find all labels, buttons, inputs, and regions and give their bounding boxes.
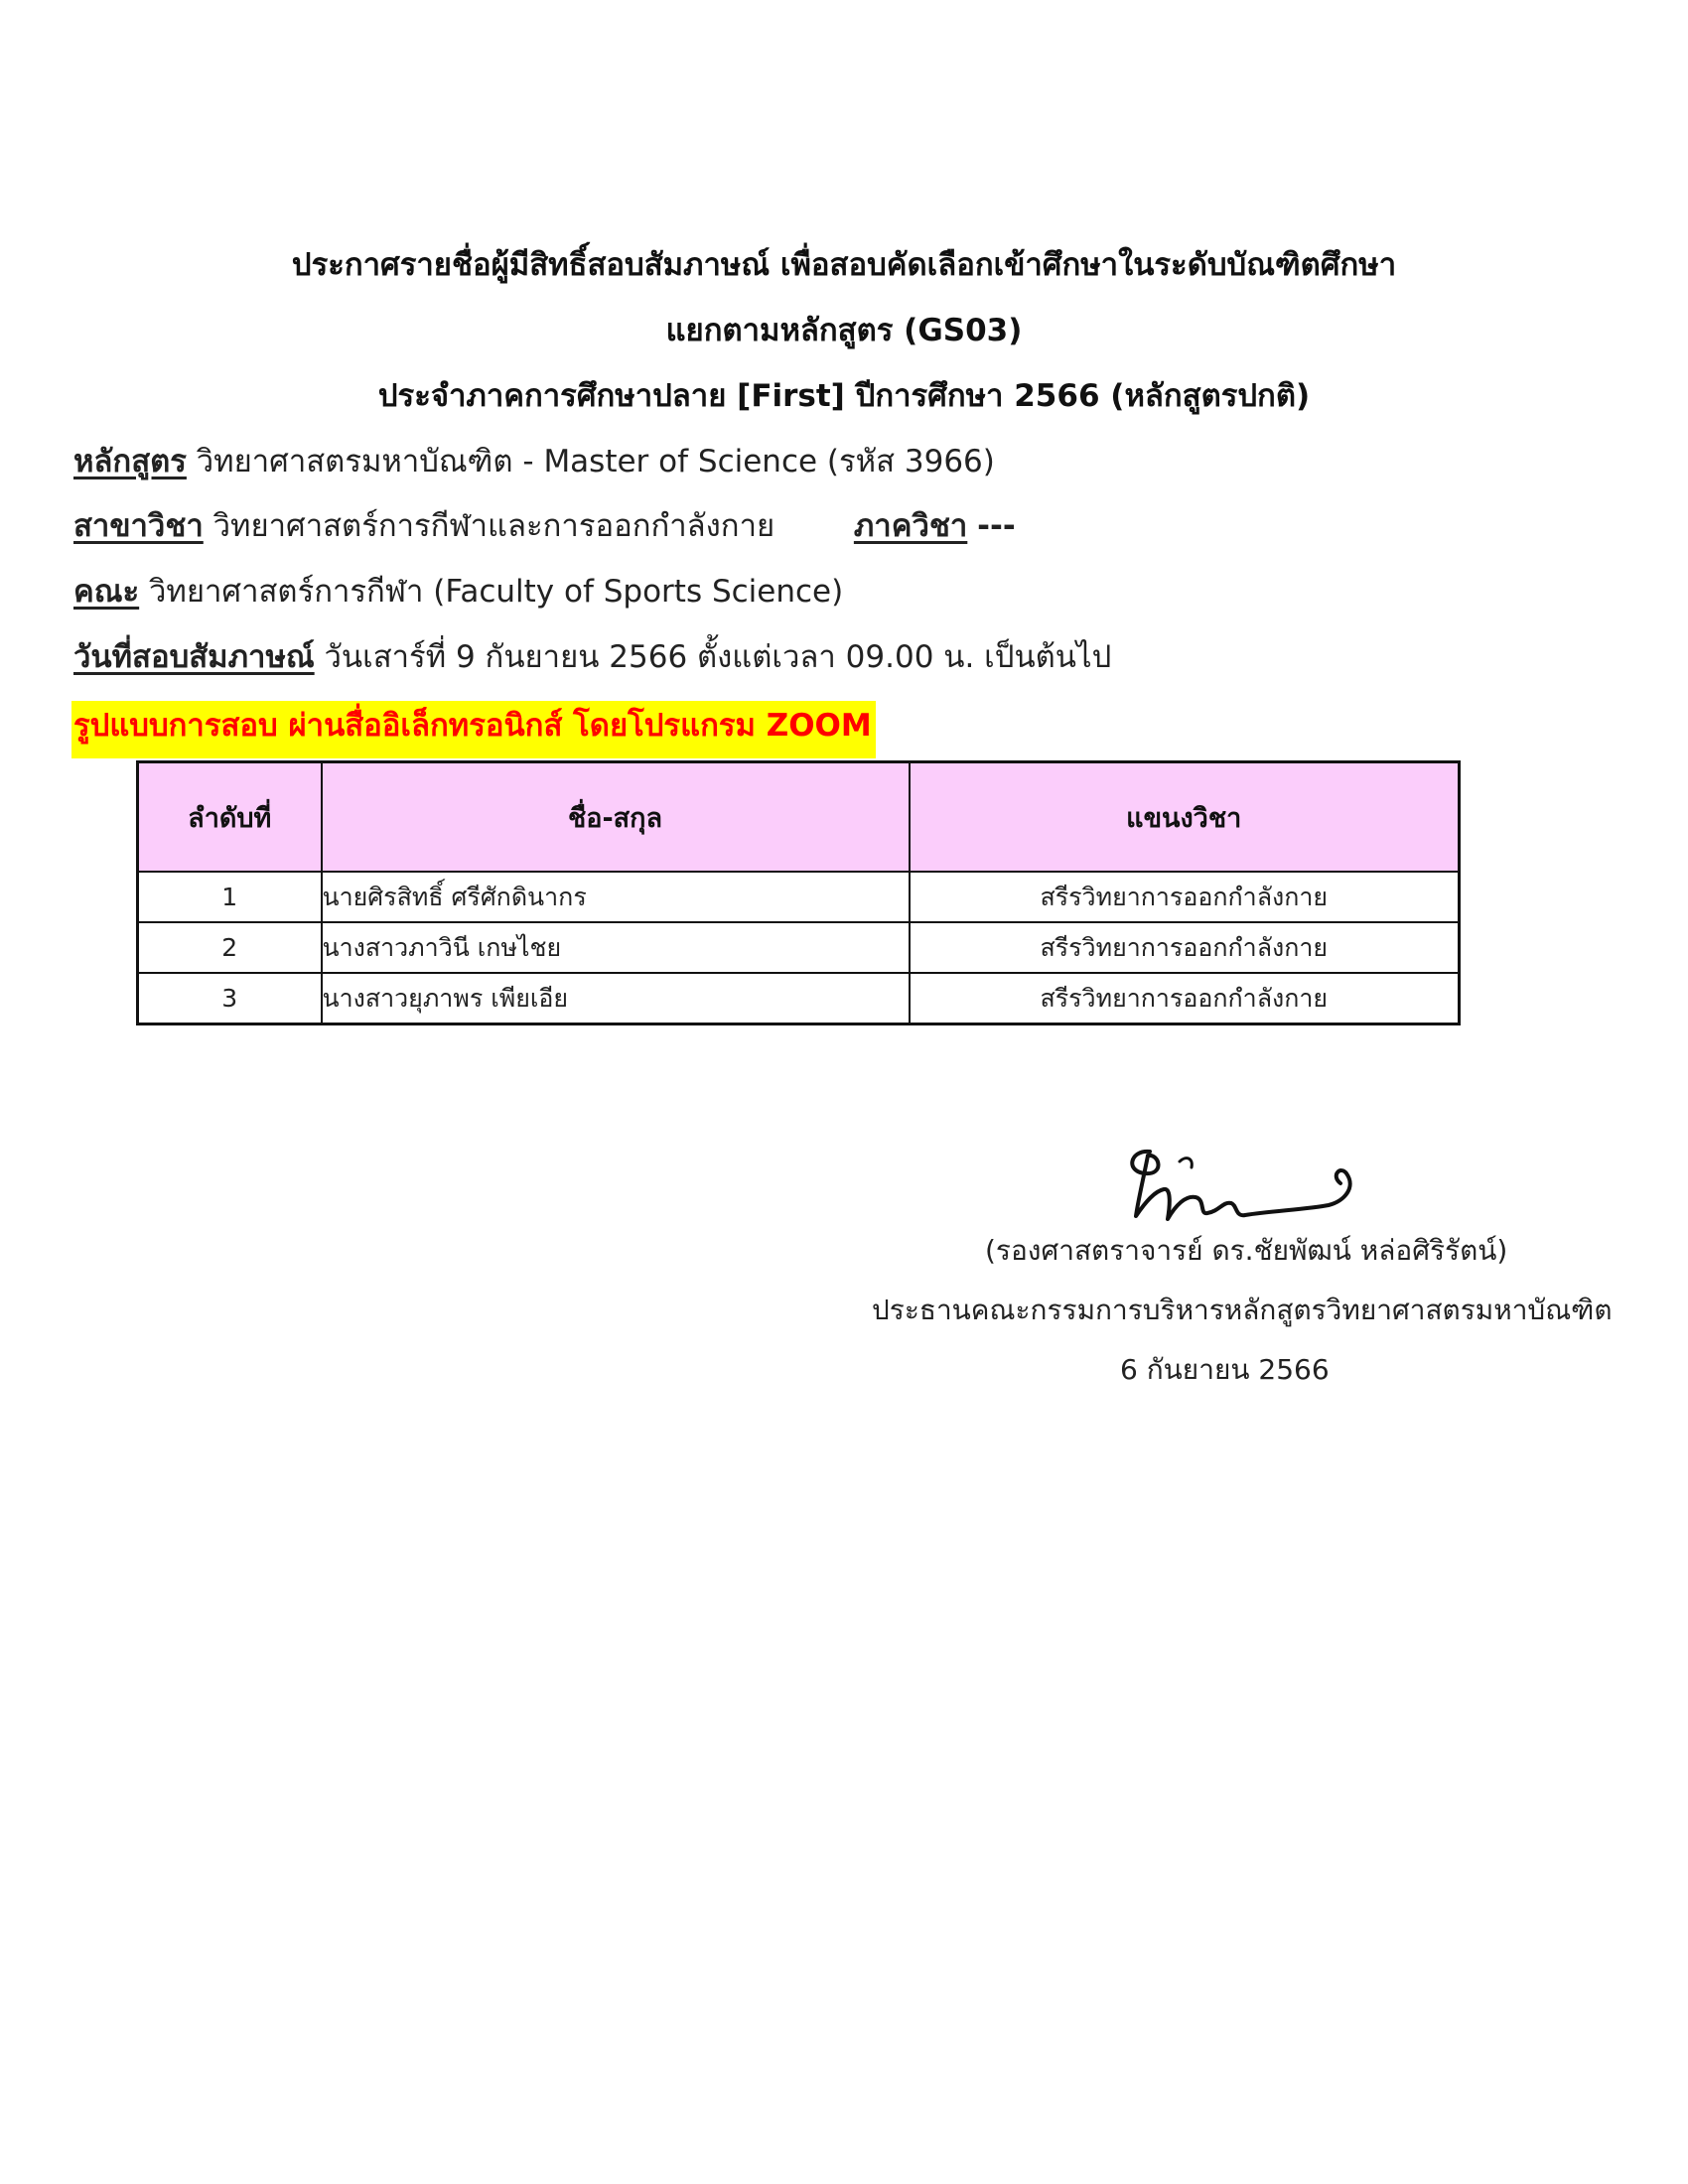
row-number: 1 <box>138 872 322 922</box>
signature-date: 6 กันยายน 2566 <box>1120 1353 1330 1386</box>
program-field <box>73 442 995 481</box>
announcement-title: ประกาศรายชื่อผู้มีสิทธิ์สอบสัมภาษณ์ เพื่อสอบคัดเลือกเข้าศึกษาในระดับบัณฑิตศึกษา <box>291 247 1397 283</box>
major-value: วิทยาศาสตร์การกีฬาและการออกกำลังกาย <box>212 508 775 544</box>
row-name: นางสาวภาวินี เกษไชย <box>322 922 910 973</box>
column-header-name: ชื่อ-สกุล <box>322 762 910 873</box>
major-label: สาขาวิชา <box>73 508 204 544</box>
column-header-number: ลำดับที่ <box>138 762 322 873</box>
table-header-row <box>138 762 1460 873</box>
row-number: 3 <box>138 973 322 1024</box>
exam-format-note: รูปแบบการสอบ ผ่านสื่ออิเล็กทรอนิกส์ โดยโปรแกรม ZOOM <box>71 701 876 758</box>
interview-date-field <box>73 637 1111 677</box>
faculty-field <box>73 572 843 612</box>
department-label: ภาควิชา <box>853 508 968 544</box>
signatory-position: ประธานคณะกรรมการบริหารหลักสูตรวิทยาศาสตรมหาบัณฑิต <box>872 1294 1613 1326</box>
interview-date-label: วันที่สอบสัมภาษณ์ <box>73 639 315 675</box>
column-header-track: แขนงวิชา <box>910 762 1460 873</box>
faculty-label: คณะ <box>73 574 140 610</box>
interview-date-value: วันเสาร์ที่ 9 กันยายน 2566 ตั้งแต่เวลา 09.00 น. เป็นต้นไป <box>324 639 1112 675</box>
signatory-name: (รองศาสตราจารย์ ดร.ชัยพัฒน์ หล่อศิริรัตน์) <box>985 1234 1508 1267</box>
table-row <box>138 872 1460 922</box>
announcement-subtitle: แยกตามหลักสูตร (GS03) <box>665 313 1023 348</box>
row-name: นายศิรสิทธิ์ ศรีศักดินากร <box>322 872 910 922</box>
major-field <box>73 506 1016 546</box>
faculty-value: วิทยาศาสตร์การกีฬา (Faculty of Sports Science) <box>149 574 844 610</box>
row-track: สรีรวิทยาการออกกำลังกาย <box>910 922 1460 973</box>
table-row <box>138 922 1460 973</box>
program-label: หลักสูตร <box>73 444 187 479</box>
table-row <box>138 973 1460 1024</box>
semester-line: ประจำภาคการศึกษาปลาย [First] ปีการศึกษา 2566 (หลักสูตรปกติ) <box>377 378 1311 414</box>
candidate-table <box>136 760 1461 1025</box>
program-value: วิทยาศาสตรมหาบัณฑิต - Master of Science (รหัส 3966) <box>196 444 995 479</box>
handwritten-signature <box>1120 1132 1368 1241</box>
row-name: นางสาวยุภาพร เพียเอีย <box>322 973 910 1024</box>
row-track: สรีรวิทยาการออกกำลังกาย <box>910 872 1460 922</box>
row-number: 2 <box>138 922 322 973</box>
row-track: สรีรวิทยาการออกกำลังกาย <box>910 973 1460 1024</box>
department-value: --- <box>977 508 1016 544</box>
